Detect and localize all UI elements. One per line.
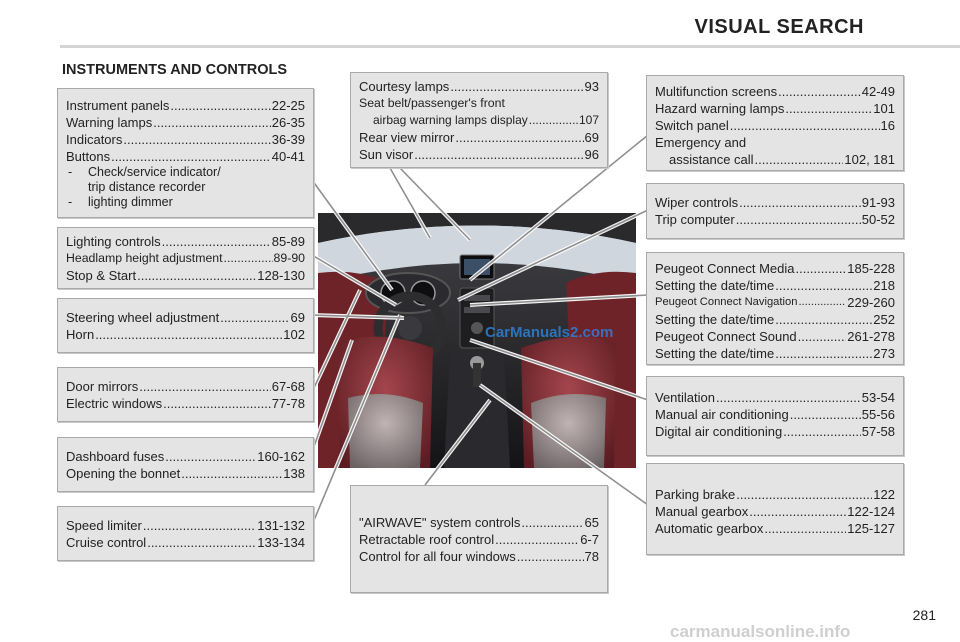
index-label: Wiper controls [655,195,739,210]
index-label: Trip computer [655,212,735,227]
index-row [66,267,305,284]
index-row [655,328,895,345]
page-ref: 261-278 [847,329,895,344]
index-row [655,423,895,440]
index-label: "AIRWAVE" system controls [359,515,521,530]
page-ref: 57-58 [861,424,895,439]
page-ref: 229-260 [847,295,895,310]
page-number: 281 [912,607,936,623]
page-ref: 122 [873,487,895,502]
index-label: Buttons [66,149,111,164]
index-label: Cruise control [66,535,147,550]
index-row [655,194,895,211]
page-ref: 53-54 [861,390,895,405]
airwave-box [350,485,608,593]
index-label: Horn [66,327,95,342]
page-ref: 107 [578,113,599,127]
page-ref: 102 [283,327,305,342]
index-label: Instrument panels [66,98,170,113]
page-ref: 36-39 [271,132,305,147]
index-label: Hazard warning lamps [655,101,785,116]
page-ref: 185-228 [847,261,895,276]
index-row [359,129,599,146]
index-row [66,378,305,395]
instruments-box [57,88,314,218]
index-label: Digital air conditioning [655,424,783,439]
page-ref: 26-35 [271,115,305,130]
index-row [359,112,599,129]
page-ref: 160-162 [257,449,305,464]
index-label: Setting the date/time [655,278,775,293]
index-row [655,389,895,406]
index-label: Stop & Start [66,268,137,283]
index-label: Steering wheel adjustment [66,310,220,325]
index-row [655,277,895,294]
index-label: Peugeot Connect Navigation [655,296,798,308]
index-label: airbag warning lamps display [373,113,528,127]
index-label: Warning lamps [66,115,153,130]
page-ref: 40-41 [271,149,305,164]
index-row [66,534,305,551]
page-ref: 85-89 [271,234,305,249]
page-ref: 122-124 [847,504,895,519]
index-label: Headlamp height adjustment [66,251,223,265]
page-ref: 133-134 [257,535,305,550]
index-row [359,78,599,95]
page-ref: 65 [584,515,599,530]
index-label: Peugeot Connect Media [655,261,795,276]
sub-item-text: lighting dimmer [88,195,173,209]
index-label: Courtesy lamps [359,79,450,94]
index-row [66,326,305,343]
index-label: Retractable roof control [359,532,495,547]
page-title: VISUAL SEARCH [694,16,864,38]
index-row [66,148,305,165]
index-row [66,233,305,250]
page-ref: 128-130 [257,268,305,283]
page-ref: 22-25 [271,98,305,113]
index-label: Sun visor [359,147,414,162]
index-row [66,250,305,267]
speed-box [57,506,314,561]
index-row [66,309,305,326]
sub-item: - lighting dimmer [68,195,173,209]
index-label: Peugeot Connect Sound [655,329,797,344]
page-ref: 102, 181 [844,152,895,167]
index-row [655,211,895,228]
index-label: assistance call [669,152,754,167]
sub-item-text: Check/service indicator/ trip distance recorder [88,165,221,194]
index-row [66,517,305,534]
index-label: Manual gearbox [655,504,749,519]
page-ref: 67-68 [271,379,305,394]
index-row [655,260,895,277]
connect-box [646,252,904,365]
steering-box [57,298,314,353]
page-ref: 252 [873,312,895,327]
index-row [655,117,895,134]
index-row [66,114,305,131]
index-label: Manual air conditioning [655,407,789,422]
lighting-box [57,227,314,289]
index-label: Setting the date/time [655,312,775,327]
page-ref: 125-127 [847,521,895,536]
multifunction-box [646,75,904,171]
index-label: Speed limiter [66,518,142,533]
index-label: Control for all four windows [359,549,516,564]
page-ref: 42-49 [861,84,895,99]
page-ref: 138 [283,466,305,481]
site-watermark: carmanualsonline.info [670,622,851,641]
page-ref: 131-132 [257,518,305,533]
index-row [655,486,895,503]
index-row [66,465,305,482]
index-row [655,345,895,362]
page-ref: 89-90 [273,251,305,265]
fuses-box [57,437,314,492]
sub-item: - Check/service indicator/ trip distance recorder [68,165,221,194]
index-row [359,531,599,548]
index-label: Electric windows [66,396,163,411]
photo-watermark: CarManuals2.com [485,324,614,341]
index-row [655,83,895,100]
wiper-box [646,183,904,239]
index-label: Rear view mirror [359,130,455,145]
index-row [655,151,895,168]
index-label: Opening the bonnet [66,466,181,481]
index-label: Dashboard fuses [66,449,165,464]
index-row [655,503,895,520]
page-ref: 101 [873,101,895,116]
title-rule [60,45,960,48]
page-ref: 78 [584,549,599,564]
page-ref: 273 [873,346,895,361]
index-row [359,548,599,565]
ventilation-box [646,376,904,456]
doors-box [57,367,314,422]
index-label: Parking brake [655,487,736,502]
index-label: Ventilation [655,390,715,405]
page-ref: 6-7 [580,532,599,547]
index-row [359,146,599,163]
index-label: Seat belt/passenger's front [359,96,505,110]
index-row [655,520,895,537]
index-row [66,97,305,114]
page-ref: 55-56 [861,407,895,422]
index-label: Multifunction screens [655,84,778,99]
index-row [359,514,599,531]
page-ref: 69 [584,130,599,145]
page-ref: 93 [584,79,599,94]
page-ref: 16 [880,118,895,133]
page-ref: 218 [873,278,895,293]
index-row [66,395,305,412]
index-row [655,100,895,117]
index-row [655,311,895,328]
index-label: Switch panel [655,118,729,133]
index-label: Emergency and [655,135,747,150]
page-ref: 50-52 [861,212,895,227]
courtesy-box [350,72,608,168]
index-row [66,448,305,465]
page-ref: 77-78 [271,396,305,411]
index-label: Lighting controls [66,234,161,249]
index-row [655,406,895,423]
index-label: Door mirrors [66,379,139,394]
index-row [66,131,305,148]
section-title: INSTRUMENTS AND CONTROLS [62,62,288,78]
page-ref: 69 [290,310,305,325]
index-label: Indicators [66,132,123,147]
page-ref: 96 [584,147,599,162]
page-ref: 91-93 [861,195,895,210]
index-label: Setting the date/time [655,346,775,361]
index-label: Automatic gearbox [655,521,764,536]
parking-box [646,463,904,555]
index-row [655,294,895,311]
